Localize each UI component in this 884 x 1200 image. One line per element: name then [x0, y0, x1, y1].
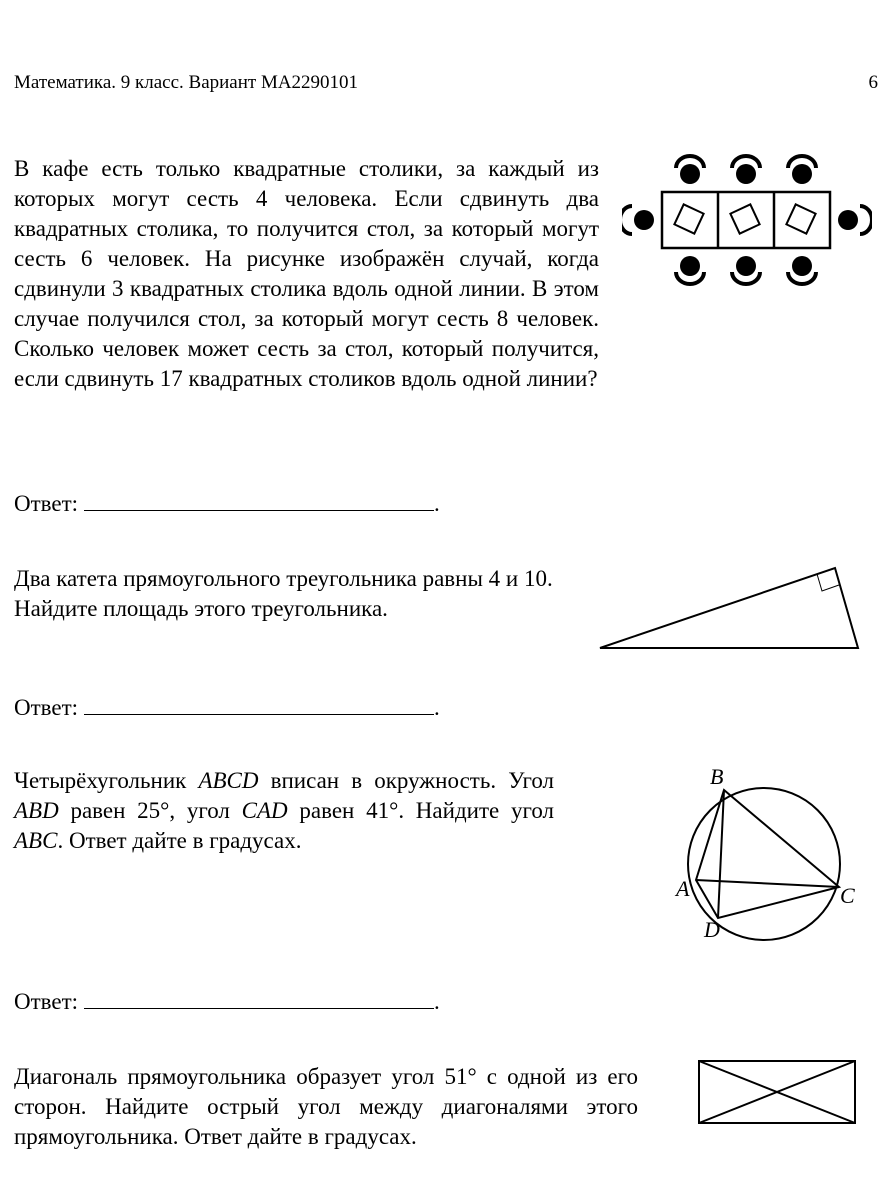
chair-bottom: [788, 256, 816, 284]
right-angle-mark: [817, 574, 839, 591]
label-c: C: [840, 883, 855, 908]
chair-top: [676, 156, 704, 184]
chair-bottom: [676, 256, 704, 284]
napkin: [786, 204, 815, 233]
label-d: D: [704, 917, 720, 942]
label-b: B: [710, 764, 724, 789]
rectangle-diagonals-figure: [696, 1058, 860, 1128]
task-1-text: В кафе есть только квадратные столики, за каждый из которых могут сесть 4 человека. Если сдвинуть два квадратных столика, то получится стол, за который могут сесть 6 человек. На рисунке изображён случай, когда сдвинули 3 квадратных столика вдоль одной линии. В этом случае получился стол, за который могут сесть 8 человек. Сколько человек может сесть за стол, который получится, если сдвинуть 17 квадратных столиков вдоль одной линии?: [14, 156, 599, 391]
tables-figure: [622, 152, 872, 294]
answer-blank[interactable]: [84, 692, 434, 715]
chair-bottom: [732, 256, 760, 284]
task-2-text: Два катета прямоугольного треугольника равны 4 и 10. Найдите площадь этого треугольника.: [14, 566, 553, 621]
table-outline: [662, 192, 830, 248]
triangle: [600, 568, 858, 648]
chair-right: [838, 206, 872, 234]
right-triangle-figure: [595, 562, 865, 654]
answer-label: Ответ:: [14, 695, 79, 720]
chair-left: [622, 206, 654, 234]
napkin: [730, 204, 759, 233]
chair-top: [732, 156, 760, 184]
diagonal-ac: [696, 880, 839, 887]
chair-top: [788, 156, 816, 184]
answer-label: Ответ:: [14, 491, 79, 516]
answer-blank[interactable]: [84, 986, 434, 1009]
answer-end: .: [434, 491, 440, 516]
page-number: 6: [868, 72, 878, 93]
task-4-text: Диагональ прямоугольника образует угол 51° с одной из его сторон. Найдите острый угол между диагоналями этого прямоугольника. Ответ дайте в градусах.: [14, 1064, 638, 1149]
task-3-answer: [14, 986, 440, 1015]
task-3-text: Четырёхугольник ABCD вписан в окружность. Угол ABD равен 25°, угол CAD равен 41°. Найдите угол ABC. Ответ дайте в градусах.: [14, 768, 554, 853]
answer-end: .: [434, 989, 440, 1014]
answer-label: Ответ:: [14, 989, 79, 1014]
answer-blank[interactable]: [84, 488, 434, 511]
inscribed-quadrilateral-figure: [668, 760, 868, 950]
label-a: A: [676, 876, 690, 901]
task-1-answer: [14, 488, 440, 517]
task-2-answer: [14, 692, 440, 721]
napkin: [674, 204, 703, 233]
answer-end: .: [434, 695, 440, 720]
page-header-title: Математика. 9 класс. Вариант МА2290101: [14, 72, 359, 93]
